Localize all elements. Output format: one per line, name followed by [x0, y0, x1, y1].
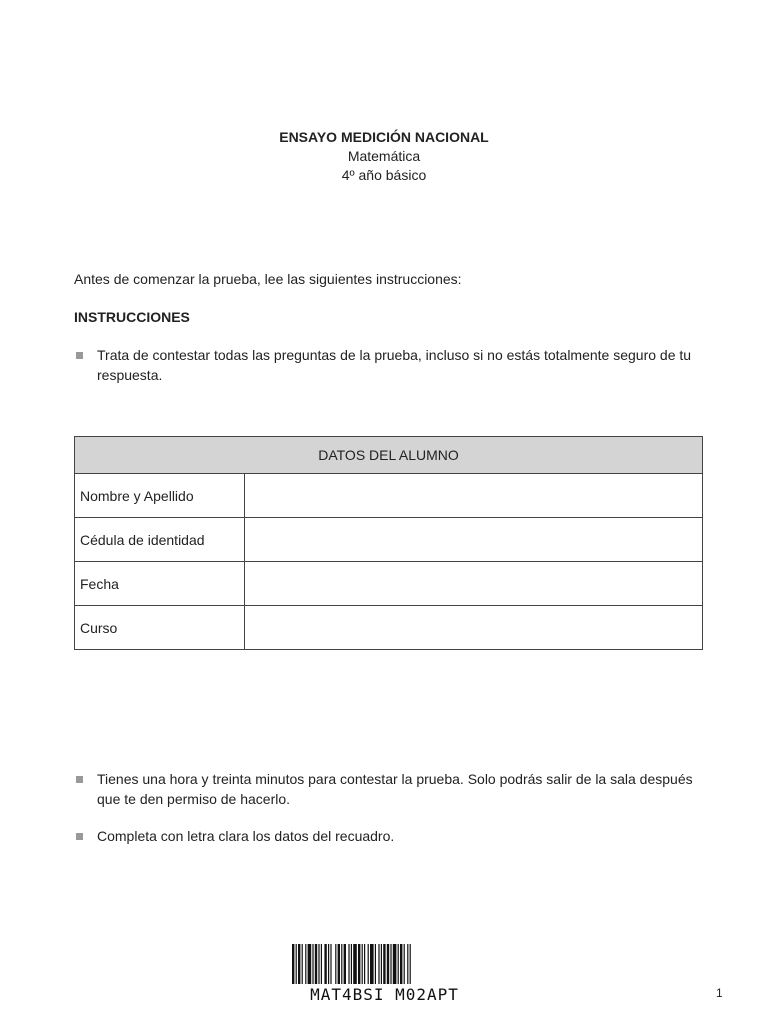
barcode-text: MAT4BSI M02APT	[310, 985, 459, 1004]
name-field[interactable]	[245, 474, 703, 518]
square-bullet-icon	[76, 833, 83, 840]
row-label: Cédula de identidad	[75, 518, 245, 562]
intro-text: Antes de comenzar la prueba, lee las siguientes instrucciones:	[74, 271, 462, 287]
square-bullet-icon	[76, 352, 83, 359]
instructions-heading: INSTRUCCIONES	[74, 309, 190, 325]
table-row	[75, 518, 703, 562]
table-row	[75, 474, 703, 518]
table-row	[75, 606, 703, 650]
table-row	[75, 562, 703, 606]
instruction-item	[74, 769, 704, 809]
row-label: Curso	[75, 606, 245, 650]
instruction-item	[74, 345, 704, 385]
row-label: Fecha	[75, 562, 245, 606]
instruction-text: Tienes una hora y treinta minutos para contestar la prueba. Solo podrás salir de la sala después que te den permiso de hacerlo.	[97, 771, 693, 807]
document-header	[0, 128, 768, 185]
instruction-text: Trata de contestar todas las preguntas de la prueba, incluso si no estás totalmente seguro de tu respuesta.	[97, 347, 692, 383]
document-title: ENSAYO MEDICIÓN NACIONAL	[279, 129, 489, 145]
row-label: Nombre y Apellido	[75, 474, 245, 518]
id-number-field[interactable]	[245, 518, 703, 562]
date-field[interactable]	[245, 562, 703, 606]
student-data-header: DATOS DEL ALUMNO	[75, 437, 703, 474]
student-data-table	[74, 436, 703, 650]
instruction-text: Completa con letra clara los datos del recuadro.	[97, 828, 395, 844]
instruction-item	[74, 826, 704, 846]
document-subject: Matemática	[347, 148, 421, 164]
square-bullet-icon	[76, 776, 83, 783]
course-field[interactable]	[245, 606, 703, 650]
page-number: 1	[716, 986, 723, 1000]
barcode-icon	[292, 944, 477, 984]
document-grade: 4º año básico	[341, 167, 427, 183]
